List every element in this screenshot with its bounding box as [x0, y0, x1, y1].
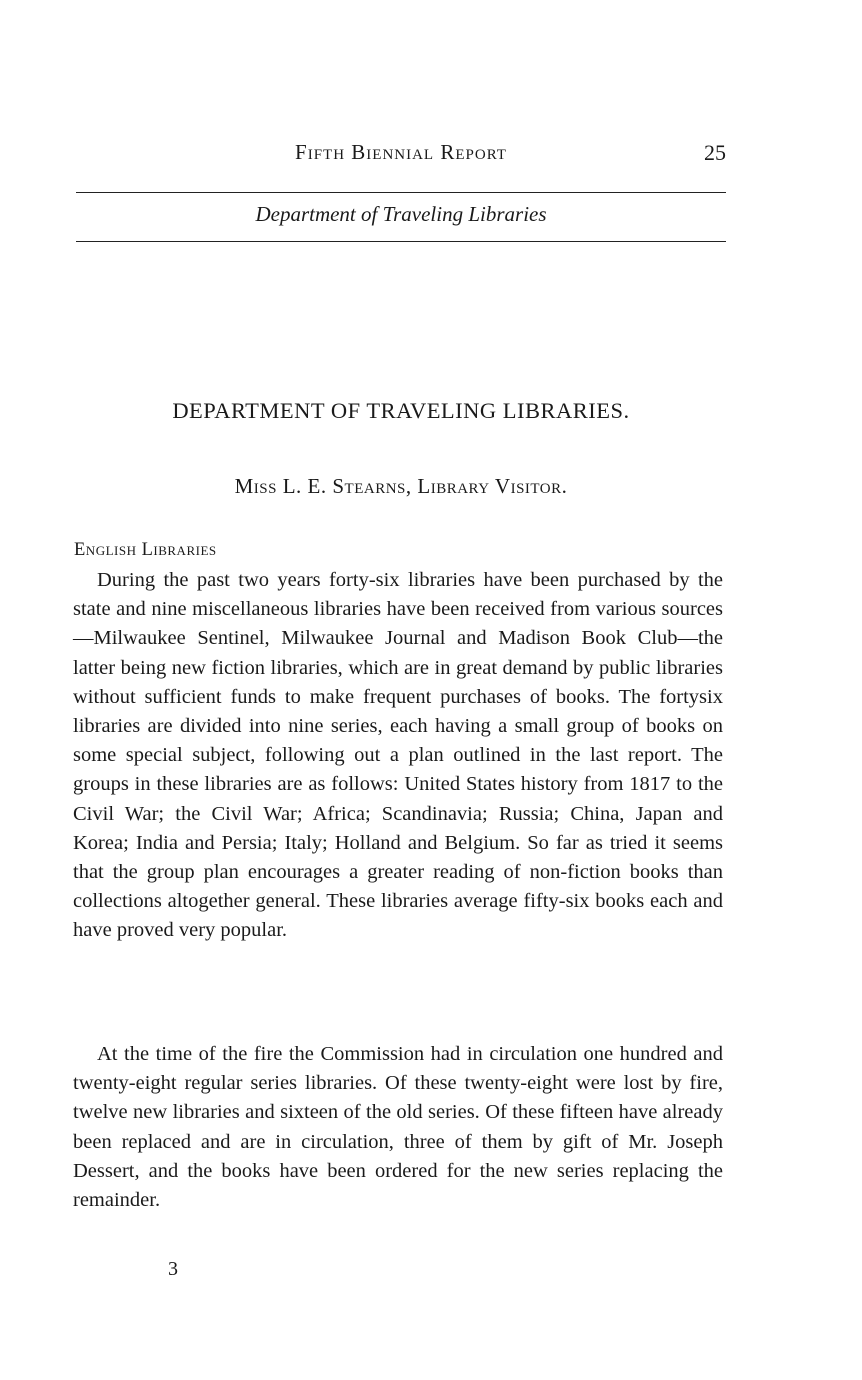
header-rule-top	[76, 192, 726, 193]
body-paragraph-1	[73, 566, 723, 946]
paragraph-text: During the past two years forty-six libraries have been purchased by the state and nine miscellaneous libraries have been received from various sources—Milwaukee Sentinel, Milwaukee Journal and Madison Book Club—the latter being new fiction libraries, which are in great demand by public libraries without sufficient funds to make frequent purchases of books. The fortysix libraries are divided into nine series, each having a small group of books on some special subject, following out a plan outlined in the last report. The groups in these libraries are as follows: United States history from 1817 to the Civil War; the Civil War; Africa; Scandinavia; Russia; China, Japan and Korea; India and Persia; Italy; Holland and Belgium. So far as tried it seems that the group plan encourages a greater reading of non-fiction books than collections altogether general. These libraries average fifty-six books each and have proved very popular.	[73, 569, 723, 942]
author-byline: Miss L. E. Stearns, Library Visitor.	[234, 474, 568, 498]
chapter-title: DEPARTMENT OF TRAVELING LIBRARIES.	[172, 398, 630, 423]
section-heading: English Libraries	[74, 540, 217, 560]
running-head	[76, 140, 726, 170]
header-rule-bottom	[76, 241, 726, 242]
body-paragraph-2	[73, 1040, 723, 1215]
page-number: 25	[704, 140, 726, 165]
department-subheading: Department of Traveling Libraries	[255, 202, 547, 226]
paragraph-text: At the time of the fire the Commission had in circulation one hundred and twenty-eight regular series libraries. Of these twenty-eight were lost by fire, twelve new libraries and sixteen of the old series. Of these fifteen have already been replaced and are in circulation, three of them by gift of Mr. Joseph Dessert, and the books have been ordered for the new series replacing the remainder.	[73, 1043, 723, 1212]
signature-mark: 3	[168, 1258, 178, 1280]
running-head-title: Fifth Biennial Report	[295, 140, 507, 164]
